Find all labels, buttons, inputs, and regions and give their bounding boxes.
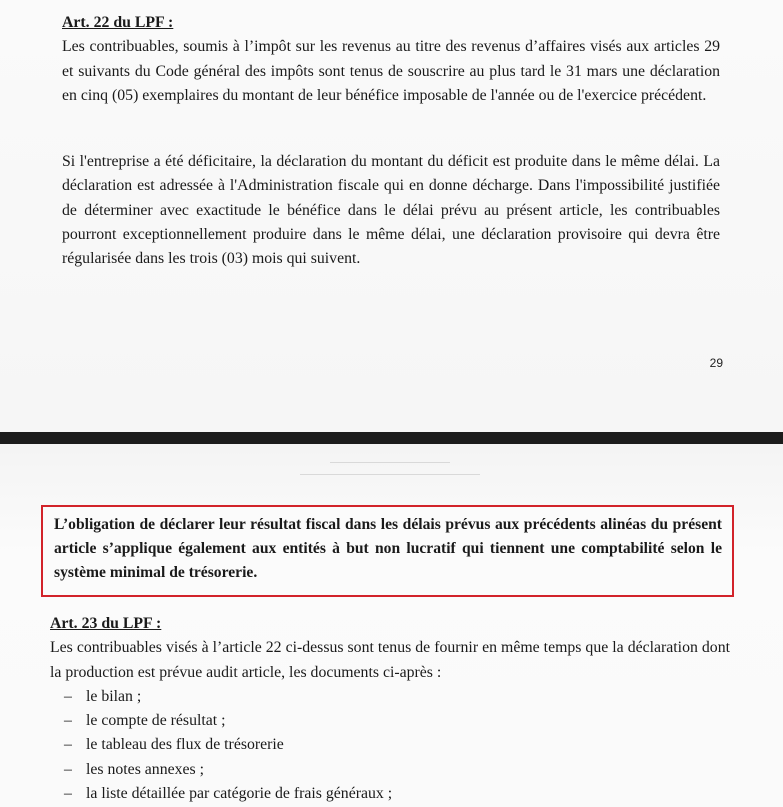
art23-section	[50, 612, 730, 806]
page-number: 29	[709, 356, 723, 370]
document-page-continuation	[0, 444, 783, 807]
faint-bleed-through-mark	[330, 462, 450, 463]
list-dash: –	[64, 760, 72, 778]
list-dash: –	[64, 785, 72, 803]
list-item-text: le bilan ;	[86, 687, 142, 705]
highlighted-paragraph-box	[41, 505, 734, 597]
list-dash: –	[64, 712, 72, 730]
list-item	[64, 709, 730, 733]
art22-paragraph-2: Si l'entreprise a été déficitaire, la déclaration du montant du déficit est produite dans le même délai. La déclaration est adressée à l'Administration fiscale qui en donne décharge. Dans l'impossibilité justifiée de déterminer avec exactitude le bénéfice dans le délai prévu au présent article, les contribuables pourront exceptionnellement produire dans le même délai, une déclaration provisoire qui devra être régularisée dans les trois (03) mois qui suivent.	[62, 153, 720, 268]
list-item	[64, 733, 730, 757]
faint-bleed-through-mark	[300, 474, 480, 475]
art22-first-paragraph-block	[62, 11, 720, 108]
list-item-text: la liste détaillée par catégorie de frais généraux ;	[86, 785, 393, 803]
art23-intro: Les contribuables visés à l’article 22 ci-dessus sont tenus de fournir en même temps que la déclaration dont la production est prévue audit article, les documents ci-après :	[50, 639, 730, 681]
list-dash: –	[64, 687, 72, 705]
list-item-text: le compte de résultat ;	[86, 712, 226, 730]
art23-heading: Art. 23 du LPF :	[50, 615, 162, 632]
list-item-text: les notes annexes ;	[86, 760, 205, 778]
art22-paragraph-1: Les contribuables, soumis à l’impôt sur les revenus au titre des revenus d’affaires visés aux articles 29 et suivants du Code général des impôts sont tenus de souscrire au plus tard le 31 mars une déclaration en cinq (05) exemplaires du montant de leur bénéfice imposable de l'année ou de l'exercice précédent.	[62, 38, 720, 104]
list-item	[64, 685, 730, 709]
highlighted-paragraph-text: L’obligation de déclarer leur résultat fiscal dans les délais prévus aux précédents alinéas du présent article s’applique également aux entités à but non lucratif qui tiennent une comptabilité selon le système minimal de trésorerie.	[54, 516, 722, 581]
list-item	[64, 758, 730, 782]
list-item-text: le tableau des flux de trésorerie	[86, 736, 284, 754]
list-dash: –	[64, 736, 72, 754]
art22-heading: Art. 22 du LPF :	[62, 14, 174, 31]
list-item	[64, 782, 730, 806]
required-documents-list	[50, 685, 730, 806]
